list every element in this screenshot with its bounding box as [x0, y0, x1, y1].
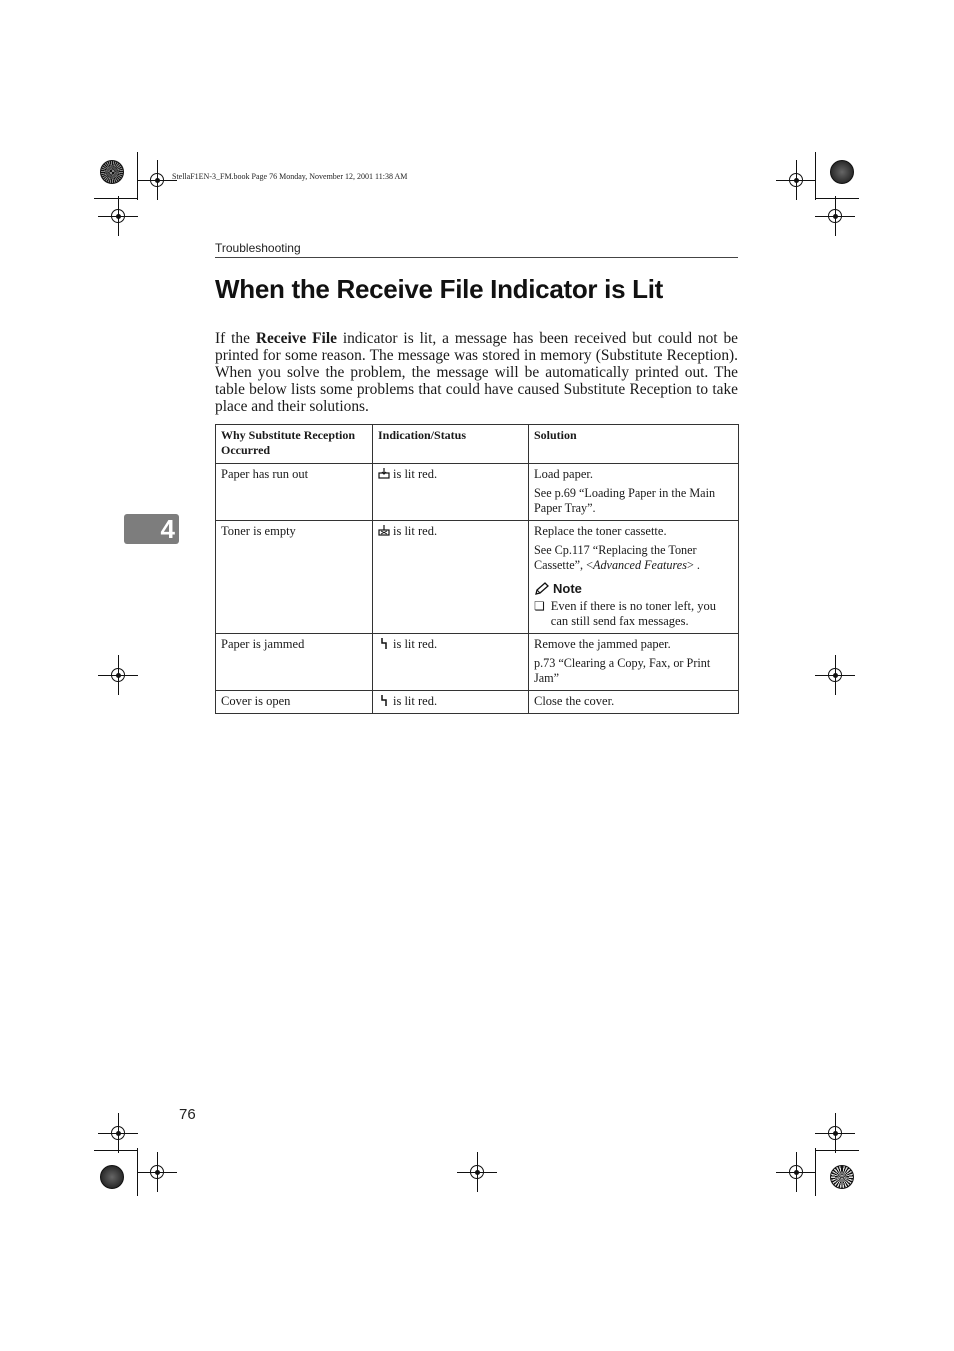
- solution-cell: Replace the toner cassette. See Cp.117 “Replacing the Toner Cassette”, <Advanced Features> . Note ❏ Even if there is no toner left, you can still send fax messages.: [529, 521, 739, 634]
- running-head: Troubleshooting: [215, 241, 301, 255]
- crop-mark: [94, 198, 138, 199]
- intro-text: indicator is lit, a message has been received but could not be printed for some reason. The message was stored in memory (Substitute Reception). When you solve the problem, the message will be automatically printed out. The table below lists some problems that could have caused Substitute Reception to take place and their solutions.: [215, 330, 738, 415]
- table-row: [216, 634, 739, 691]
- table-row: [216, 691, 739, 714]
- column-header: Indication/Status: [373, 425, 529, 464]
- paper-jam-icon: [378, 637, 390, 649]
- color-disk-icon: [830, 160, 854, 184]
- crop-mark: [137, 152, 138, 200]
- status-cell: is lit red.: [373, 521, 529, 634]
- intro-paragraph: [215, 330, 738, 415]
- solution-cell: Close the cover.: [529, 691, 739, 714]
- crop-mark: [815, 152, 816, 200]
- table-row: [216, 464, 739, 521]
- paper-tray-icon: [378, 467, 390, 479]
- table-header-row: [216, 425, 739, 464]
- crop-mark: [94, 1150, 138, 1151]
- reference-link[interactable]: p.73 “Clearing a Copy, Fax, or Print Jam”: [534, 656, 711, 685]
- header-rule: [215, 257, 738, 258]
- bullet-box-icon: ❏: [534, 599, 545, 613]
- pencil-icon: [534, 582, 550, 596]
- crop-mark: [815, 198, 859, 199]
- chapter-tab: 4: [124, 514, 179, 544]
- status-cell: is lit red.: [373, 691, 529, 714]
- status-cell: is lit red.: [373, 464, 529, 521]
- cause-cell: Cover is open: [216, 691, 373, 714]
- page-number: 76: [179, 1106, 196, 1123]
- page-title: When the Receive File Indicator is Lit: [215, 274, 664, 304]
- note-heading: Note: [534, 581, 733, 596]
- note-item: ❏ Even if there is no toner left, you can still send fax messages.: [534, 599, 716, 628]
- reference-link[interactable]: See p.69 “Loading Paper in the Main Paper Tray”.: [534, 486, 716, 515]
- solution-cell: Load paper. See p.69 “Loading Paper in the Main Paper Tray”.: [529, 464, 739, 521]
- solution-cell: Remove the jammed paper. p.73 “Clearing a Copy, Fax, or Print Jam”: [529, 634, 739, 691]
- crop-mark: [815, 1148, 816, 1196]
- cause-cell: Toner is empty: [216, 521, 373, 634]
- crop-mark: [137, 1148, 138, 1196]
- intro-text: If the: [215, 330, 256, 347]
- color-disk-icon: [100, 1165, 124, 1189]
- cause-cell: Paper is jammed: [216, 634, 373, 691]
- file-info-line: StellaF1EN-3_FM.book Page 76 Monday, November 12, 2001 11:38 AM: [172, 172, 408, 181]
- troubleshooting-table: [215, 424, 739, 714]
- status-cell: is lit red.: [373, 634, 529, 691]
- color-wheel-icon: [830, 1165, 854, 1189]
- toner-icon: [378, 524, 390, 536]
- receive-file-label: Receive File: [255, 330, 337, 347]
- reference-link[interactable]: See Cp.117 “Replacing the Toner Cassette”, <Advanced Features> .: [534, 543, 700, 572]
- color-disk-icon: [100, 160, 124, 184]
- cause-cell: Paper has run out: [216, 464, 373, 521]
- table-row: [216, 521, 739, 634]
- column-header: Why Substitute Reception Occurred: [216, 425, 373, 464]
- paper-jam-icon: [378, 694, 390, 706]
- crop-mark: [815, 1150, 859, 1151]
- column-header: Solution: [529, 425, 739, 464]
